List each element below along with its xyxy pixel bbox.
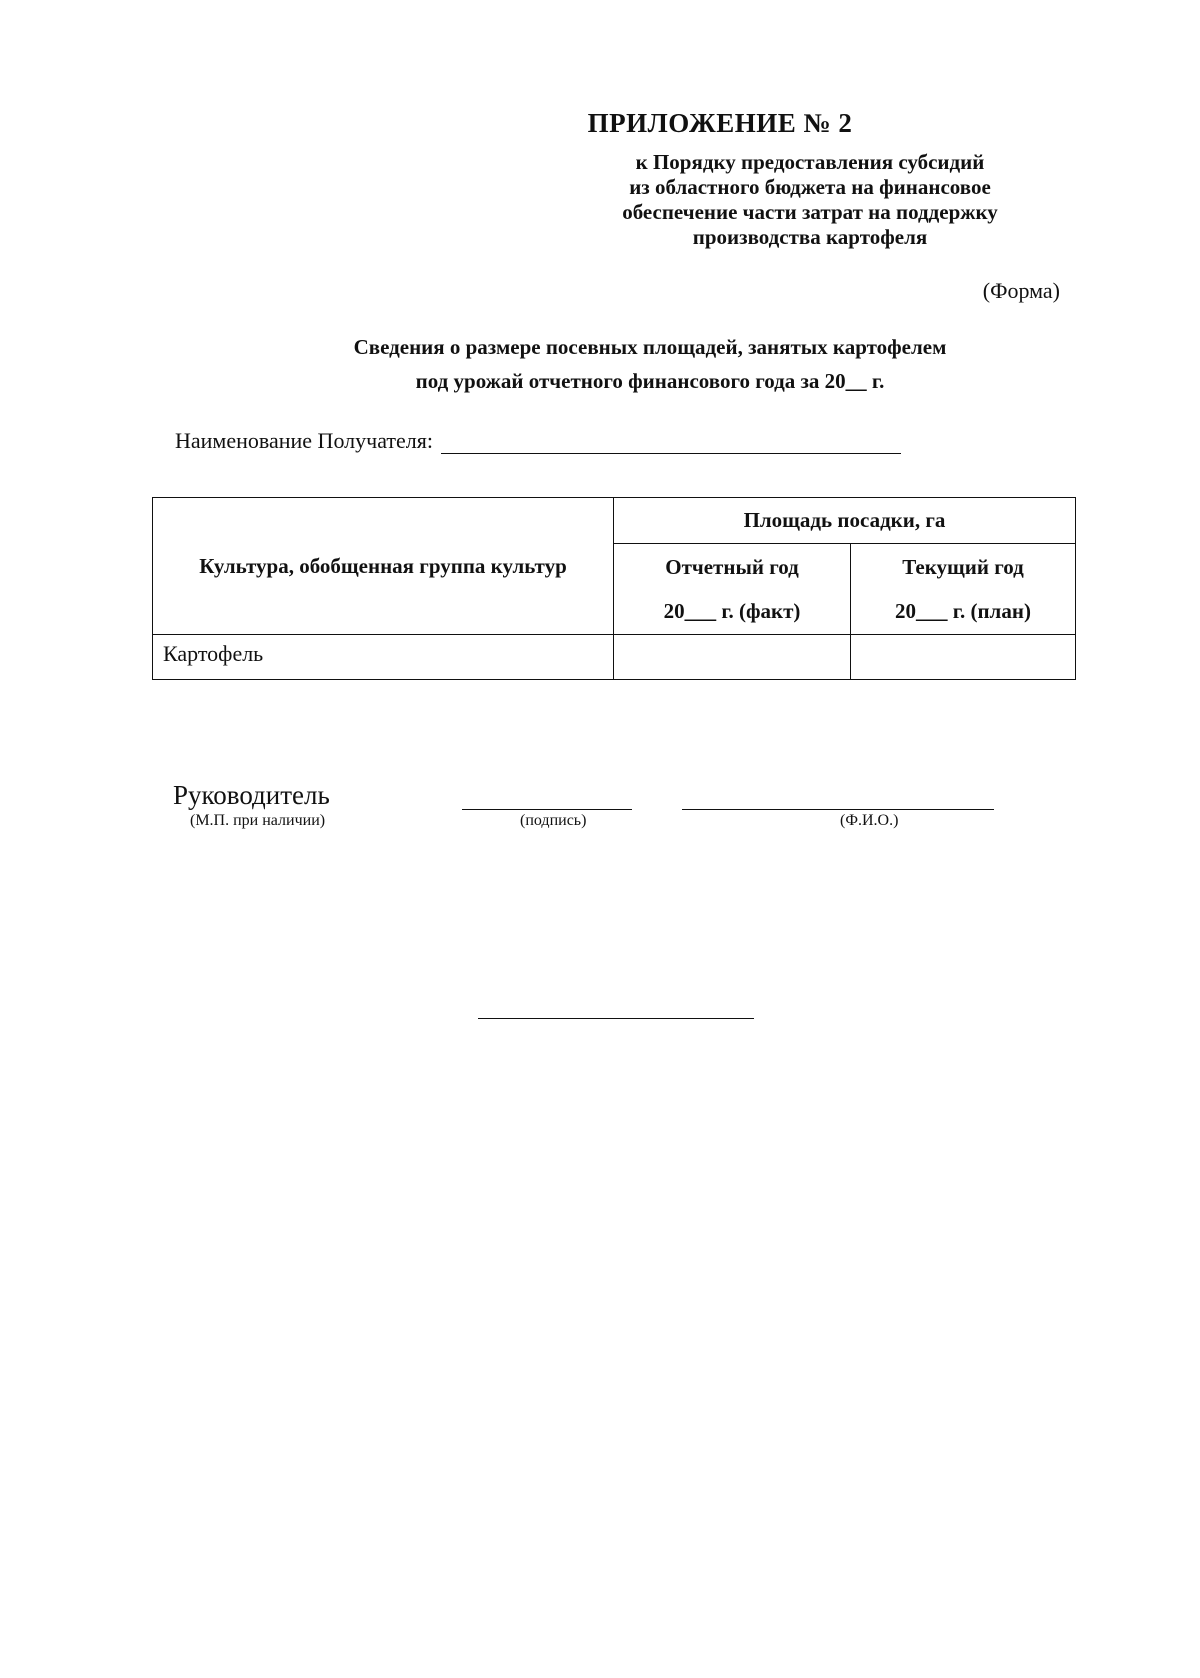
appendix-subtitle — [560, 150, 1060, 250]
reporting-area-cell[interactable] — [614, 635, 851, 680]
recipient-label: Наименование Получателя: — [175, 428, 433, 453]
document-title-line: Сведения о размере посевных площадей, занятых картофелем — [353, 335, 947, 359]
area-column-header: Площадь посадки, га — [614, 498, 1076, 544]
document-title — [150, 330, 1150, 398]
closing-divider — [478, 1018, 754, 1019]
reporting-year-value: 20___ г. (факт) — [663, 599, 801, 623]
recipient-field — [175, 428, 901, 454]
planting-area-table — [152, 497, 1076, 680]
signature-head-label: Руководитель — [173, 780, 330, 810]
reporting-year-header — [614, 544, 851, 635]
appendix-subtitle-line: к Порядку предоставления субсидий — [635, 150, 985, 174]
stamp-caption: (М.П. при наличии) — [190, 812, 326, 829]
appendix-subtitle-line: обеспечение части затрат на поддержку — [622, 200, 998, 224]
full-name-caption: (Ф.И.О.) — [840, 812, 899, 829]
current-year-value: 20___ г. (план) — [895, 599, 1031, 623]
current-year-label: Текущий год — [902, 555, 1024, 579]
table-row — [153, 635, 1076, 680]
document-title-line: под урожай отчетного финансового года за 20__ г. — [415, 369, 885, 393]
culture-name-cell: Картофель — [153, 635, 614, 680]
form-label: (Форма) — [982, 278, 1060, 303]
full-name-line[interactable] — [682, 809, 994, 810]
appendix-subtitle-line: производства картофеля — [692, 225, 928, 249]
signature-line[interactable] — [462, 809, 632, 810]
appendix-title: ПРИЛОЖЕНИЕ № 2 — [587, 108, 853, 138]
culture-column-header: Культура, обобщенная группа культур — [153, 498, 614, 635]
current-year-header — [851, 544, 1076, 635]
recipient-fill-line[interactable] — [441, 431, 901, 454]
reporting-year-label: Отчетный год — [665, 555, 799, 579]
signature-caption: (подпись) — [520, 812, 587, 829]
current-area-cell[interactable] — [851, 635, 1076, 680]
appendix-subtitle-line: из областного бюджета на финансовое — [629, 175, 991, 199]
